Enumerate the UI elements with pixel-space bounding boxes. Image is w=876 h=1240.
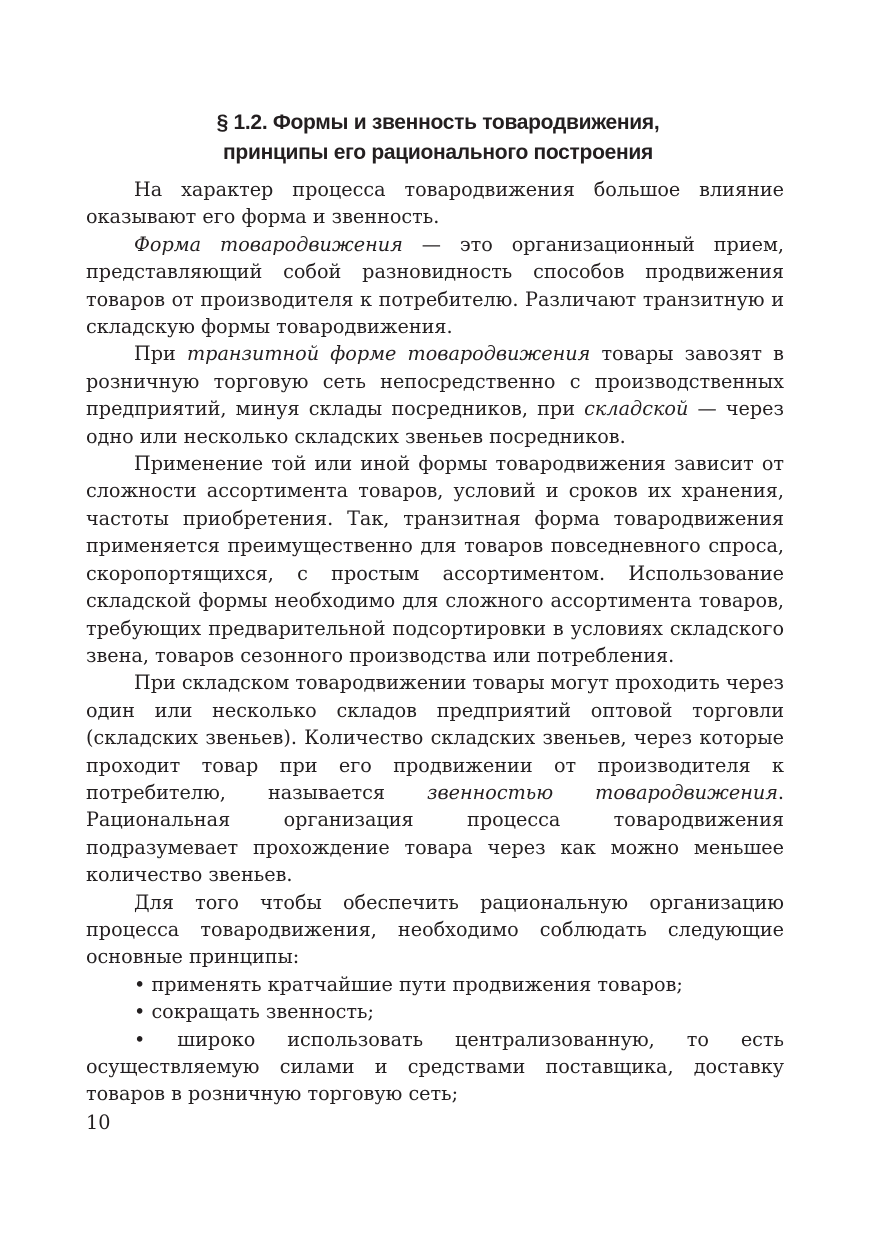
section-heading bbox=[86, 108, 790, 168]
bullet-icon: • bbox=[134, 1000, 146, 1024]
paragraph-5-start: При складском товародвижении товары могут проходить через один или несколько складов предприятий оптовой торговли (складских звеньев). Количество складских звеньев, через которые проходит товар при его продвижении от производителя к потребителю, называется bbox=[86, 671, 785, 804]
page-number: 10 bbox=[86, 1111, 111, 1134]
body-text bbox=[86, 176, 784, 1108]
term-warehouse: складской bbox=[584, 397, 689, 421]
paragraph-3-mid: товары завозят в розничную торговую сеть непосредственно с производственных предприятий, минуя склады посредников, при bbox=[86, 342, 784, 421]
paragraph-2-text: — это организационный прием, представляющий собой разновидность способов продвижения товаров от производителя к потребителю. Различают транзитную и складскую формы товародвижения. bbox=[86, 232, 784, 339]
bullet-item-2 bbox=[86, 998, 784, 1025]
bullet-text-3: широко использовать централизованную, то есть осуществляемую силами и средствами поставщика, доставку товаров в розничную торговую сеть; bbox=[86, 1027, 784, 1106]
paragraph-5-end: . Рациональная организация процесса товародвижения подразумевает прохождение товара через как можно меньшее количество звеньев. bbox=[86, 780, 785, 887]
bullet-text-1: применять кратчайшие пути продвижения товаров; bbox=[151, 972, 683, 996]
paragraph-2 bbox=[86, 231, 784, 341]
paragraph-1: На характер процесса товародвижения большое влияние оказывают его форма и звенность. bbox=[86, 178, 784, 229]
paragraph-4: Применение той или иной формы товародвижения зависит от сложности ассортимента товаров, условий и сроков их хранения, частоты приобретения. Так, транзитная форма товародвижения применяется преимущественно для товаров повседневного спроса, скоропортящихся, с простым ассортиментом. Использование складской формы необходимо для сложного ассортимента товаров, требующих предварительной подсортировки в условиях складского звена, товаров сезонного производства или потребления. bbox=[86, 452, 784, 667]
bullet-item-1 bbox=[86, 971, 784, 998]
bullet-item-3 bbox=[86, 1026, 784, 1108]
bullet-icon: • bbox=[134, 1027, 146, 1051]
paragraph-3-end: — через одно или несколько складских звеньев посредников. bbox=[86, 397, 785, 448]
paragraph-3-start: При bbox=[134, 342, 187, 366]
paragraph-5 bbox=[86, 669, 784, 888]
bullet-icon: • bbox=[134, 972, 146, 996]
bullet-text-2: сокращать звенность; bbox=[151, 1000, 374, 1024]
term-form: Форма товародвижения bbox=[134, 232, 403, 256]
term-link-count: звенностью товародвижения bbox=[427, 780, 778, 804]
section-title-line-1: § 1.2. Формы и звенность товародвижения, bbox=[216, 111, 660, 134]
term-transit-form: транзитной форме товародвижения bbox=[186, 342, 591, 366]
paragraph-6: Для того чтобы обеспечить рациональную организацию процесса товародвижения, необходимо соблюдать следующие основные принципы: bbox=[86, 890, 784, 969]
paragraph-3 bbox=[86, 340, 784, 450]
section-title-line-2: принципы его рационального построения bbox=[223, 141, 653, 164]
